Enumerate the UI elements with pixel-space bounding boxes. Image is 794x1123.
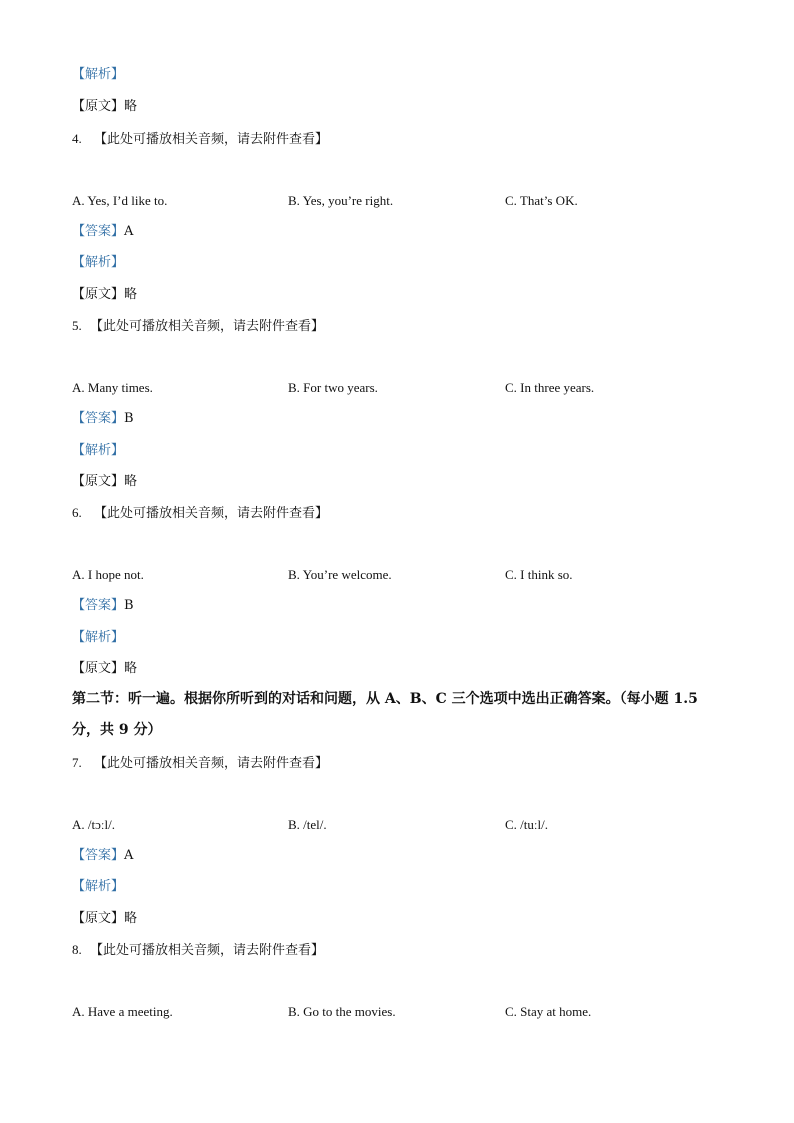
audio-placeholder: 【此处可播放相关音频，请去附件查看】 (90, 943, 325, 958)
question-7-answer-row (72, 847, 133, 865)
question-6-original-row (72, 660, 137, 678)
question-number: 6. (72, 505, 82, 520)
question-5-option-c: C. In three years. (505, 380, 595, 395)
question-6-option-b: B. You’re welcome. (288, 567, 392, 582)
original-label: 【原文】 (72, 474, 125, 489)
question-7-original-row (72, 910, 137, 928)
question-7-option-b: B. /tel/. (288, 817, 327, 832)
question-5-option-b: B. For two years. (288, 380, 378, 395)
audio-placeholder: 【此处可播放相关音频，请去附件查看】 (90, 319, 325, 334)
question-5-original-row (72, 473, 137, 491)
answer-label: 【答案】 (72, 598, 125, 613)
question-number: 4. (72, 131, 82, 146)
question-5-header (72, 317, 324, 336)
original-value: 略 (124, 661, 138, 676)
answer-label: 【答案】 (72, 848, 125, 863)
answer-value: B (124, 598, 134, 613)
original-value: 略 (124, 474, 138, 489)
original-label: 【原文】 (72, 287, 125, 302)
question-6-header (72, 504, 328, 523)
question-8-header (72, 941, 324, 960)
question-4-analysis-label: 【解析】 (72, 255, 125, 270)
question-4-option-c: C. That’s OK. (505, 193, 578, 208)
question-6-option-c: C. I think so. (505, 567, 573, 582)
answer-value: A (124, 848, 134, 863)
audio-placeholder: 【此处可播放相关音频，请去附件查看】 (94, 132, 329, 147)
question-4-answer-row (72, 223, 133, 241)
question-7-option-c: C. /tuːl/. (505, 817, 548, 832)
analysis-label: 【解析】 (72, 67, 125, 82)
answer-value: A (124, 224, 134, 239)
question-7-header (72, 754, 328, 773)
question-5-answer-row (72, 410, 134, 428)
question-6-answer-row (72, 597, 134, 615)
answer-value: B (124, 411, 134, 426)
question-5-option-a: A. Many times. (72, 380, 153, 395)
question-6-option-a: A. I hope not. (72, 567, 144, 582)
question-7-option-a: A. /tɔːl/. (72, 817, 115, 832)
audio-placeholder: 【此处可播放相关音频，请去附件查看】 (94, 756, 329, 771)
question-4-option-b: B. Yes, you’re right. (288, 193, 394, 208)
original-value: 略 (124, 99, 138, 114)
original-text-row (72, 98, 137, 116)
original-value: 略 (124, 911, 138, 926)
audio-placeholder: 【此处可播放相关音频，请去附件查看】 (94, 506, 329, 521)
answer-label: 【答案】 (72, 224, 125, 239)
question-7-analysis-label: 【解析】 (72, 879, 125, 894)
question-4-header (72, 130, 328, 149)
original-label: 【原文】 (72, 911, 125, 926)
question-number: 5. (72, 318, 82, 333)
question-8-option-a: A. Have a meeting. (72, 1004, 173, 1019)
section-2-heading: 第二节：听一遍。根据你所听到的对话和问题，从 A、B、C 三个选项中选出正确答案。（每小题 1.5 分，共 9 分） (72, 691, 698, 738)
question-8-option-b: B. Go to the movies. (288, 1004, 396, 1019)
question-number: 7. (72, 755, 82, 770)
question-6-analysis-label: 【解析】 (72, 630, 125, 645)
original-label: 【原文】 (72, 99, 125, 114)
answer-label: 【答案】 (72, 411, 125, 426)
original-label: 【原文】 (72, 661, 125, 676)
original-value: 略 (124, 287, 138, 302)
question-number: 8. (72, 942, 82, 957)
question-4-original-row (72, 286, 137, 304)
question-8-option-c: C. Stay at home. (505, 1004, 592, 1019)
question-4-option-a: A. Yes, I’d like to. (72, 193, 168, 208)
question-5-analysis-label: 【解析】 (72, 443, 125, 458)
